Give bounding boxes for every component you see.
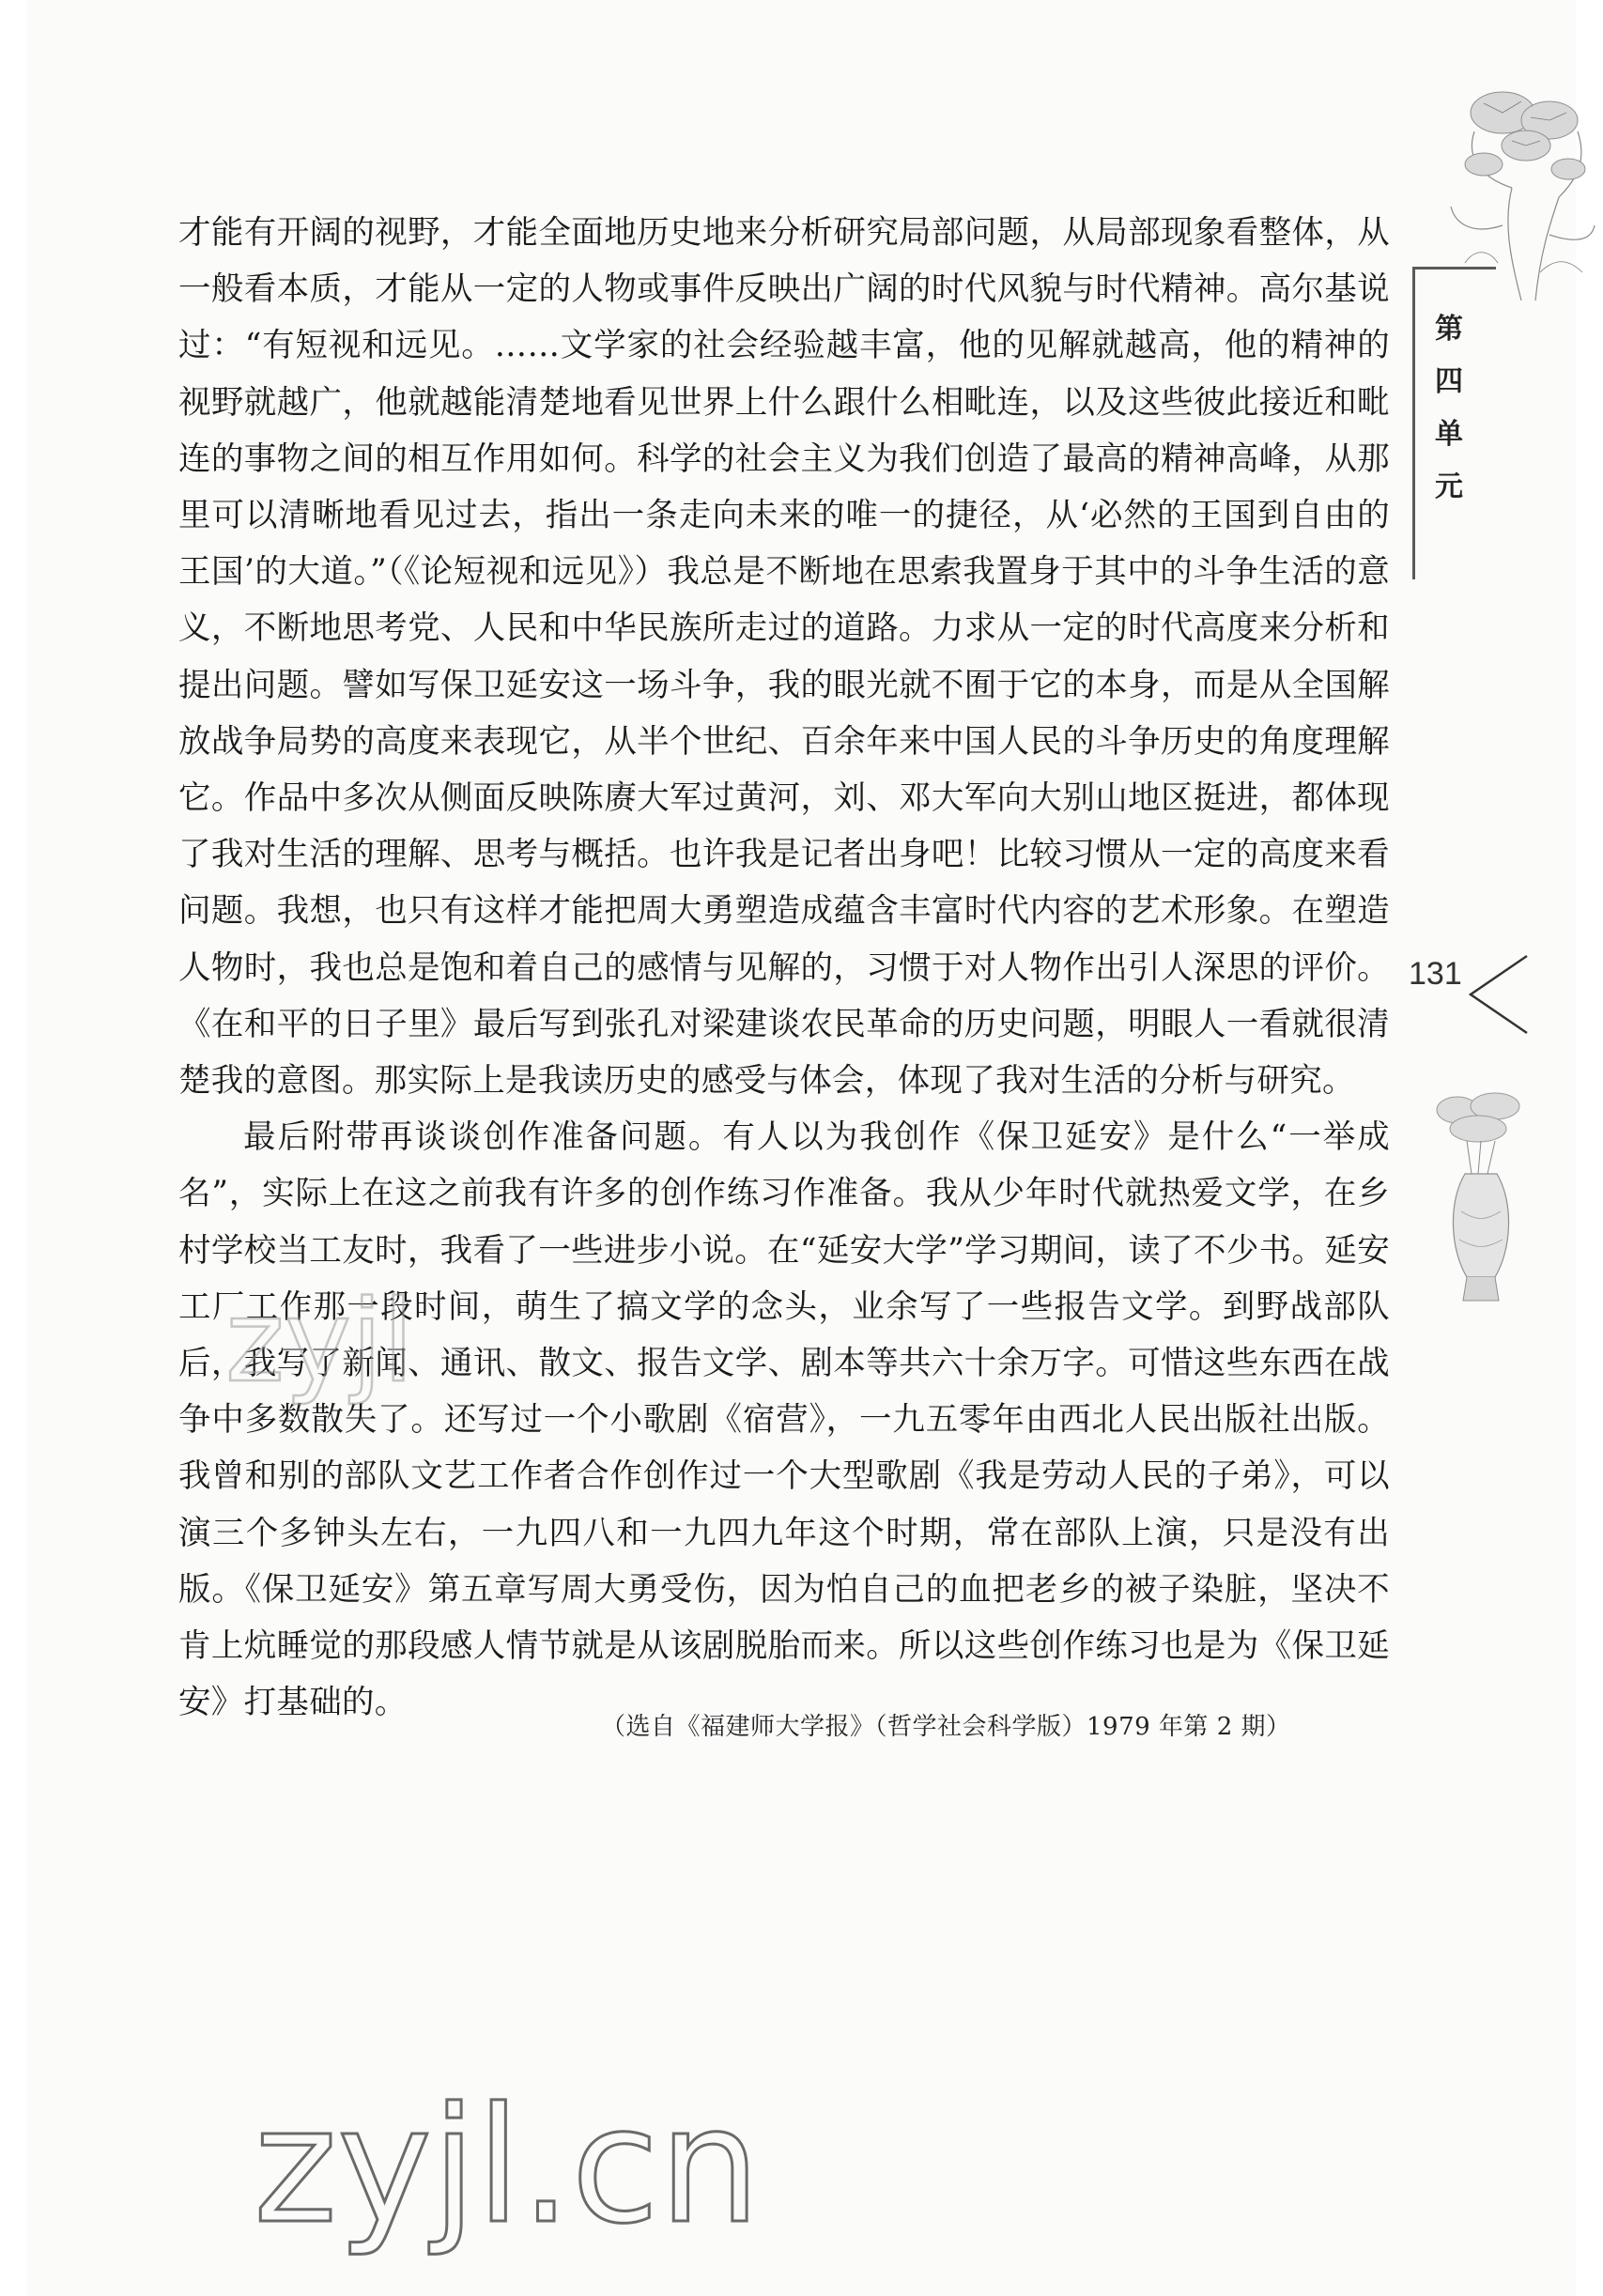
chevron-left-icon [1465, 952, 1531, 1037]
vase-illustration [1429, 1089, 1533, 1315]
main-text [178, 205, 1390, 1731]
watermark-logo [225, 1282, 592, 1409]
unit-tab-label: 第四单元 [1435, 313, 1463, 503]
unit-tab [1412, 267, 1496, 579]
paragraph-2: 最后附带再谈谈创作准备问题。有人以为我创作《保卫延安》是什么“一举成名”，实际上在这之前我有许多的创作练习作准备。我从少年时代就热爱文学，在乡村学校当工友时，我看了一些进步小说。在“延安大学”学习期间，读了不少书。延安工厂工作那一段时间，萌生了搞文学的念头，业余写了一些报告文学。到野战部队后，我写了新闻、通讯、散文、报告文学、剧本等共六十余万字。可惜这些东西在战争中多数散失了。还写过一个小歌剧《宿营》，一九五零年由西北人民出版社出版。我曾和别的部队文艺工作者合作创作过一个大型歌剧《我是劳动人民的子弟》，可以演三个多钟头左右，一九四八和一九四九年这个时期，常在部队上演，只是没有出版。《保卫延安》第五章写周大勇受伤，因为怕自己的血把老乡的被子染脏，坚决不肯上炕睡觉的那段感人情节就是从该剧脱胎而来。所以这些创作练习也是为《保卫延安》打基础的。 [178, 1118, 1390, 1722]
watermark-logo [254, 2071, 930, 2258]
page-number: 131 [1409, 956, 1462, 992]
svg-text:zyjl.cn: zyjl.cn [254, 2073, 761, 2258]
paragraph-1: 才能有开阔的视野，才能全面地历史地来分析研究局部问题，从局部现象看整体，从一般看本质，才能从一定的人物或事件反映出广阔的时代风貌与时代精神。高尔基说过：“有短视和远见。……文学家的社会经验越丰富，他的见解就越高，他的精神的视野就越广，他就越能清楚地看见世界上什么跟什么相毗连，以及这些彼此接近和毗连的事物之间的相互作用如何。科学的社会主义为我们创造了最高的精神高峰，从那里可以清晰地看见过去，指出一条走向未来的唯一的捷径，从‘必然的王国到自由的王国’的大道。”（《论短视和远见》）我总是不断地在思索我置身于其中的斗争生活的意义，不断地思考党、人民和中华民族所走过的道路。力求从一定的时代高度来分析和提出问题。譬如写保卫延安这一场斗争，我的眼光就不囿于它的本身，而是从全国解放战争局势的高度来表现它，从半个世纪、百余年来中国人民的斗争历史的角度理解它。作品中多次从侧面反映陈赓大军过黄河，刘、邓大军向大别山地区挺进，都体现了我对生活的理解、思考与概括。也许我是记者出身吧！比较习惯从一定的高度来看问题。我想，也只有这样才能把周大勇塑造成蕴含丰富时代内容的艺术形象。在塑造人物时，我也总是饱和着自己的感情与见解的，习惯于对人物作出引人深思的评价。《在和平的日子里》最后写到张孔对梁建谈农民革命的历史问题，明眼人一看就很清楚我的意图。那实际上是我读历史的感受与体会，体现了我对生活的分析与研究。 [178, 214, 1390, 1101]
svg-text:zyjl: zyjl [225, 1282, 414, 1408]
source-citation: （选自《福建师大学报》（哲学社会科学版）1979 年第 2 期） [601, 1713, 1291, 1741]
